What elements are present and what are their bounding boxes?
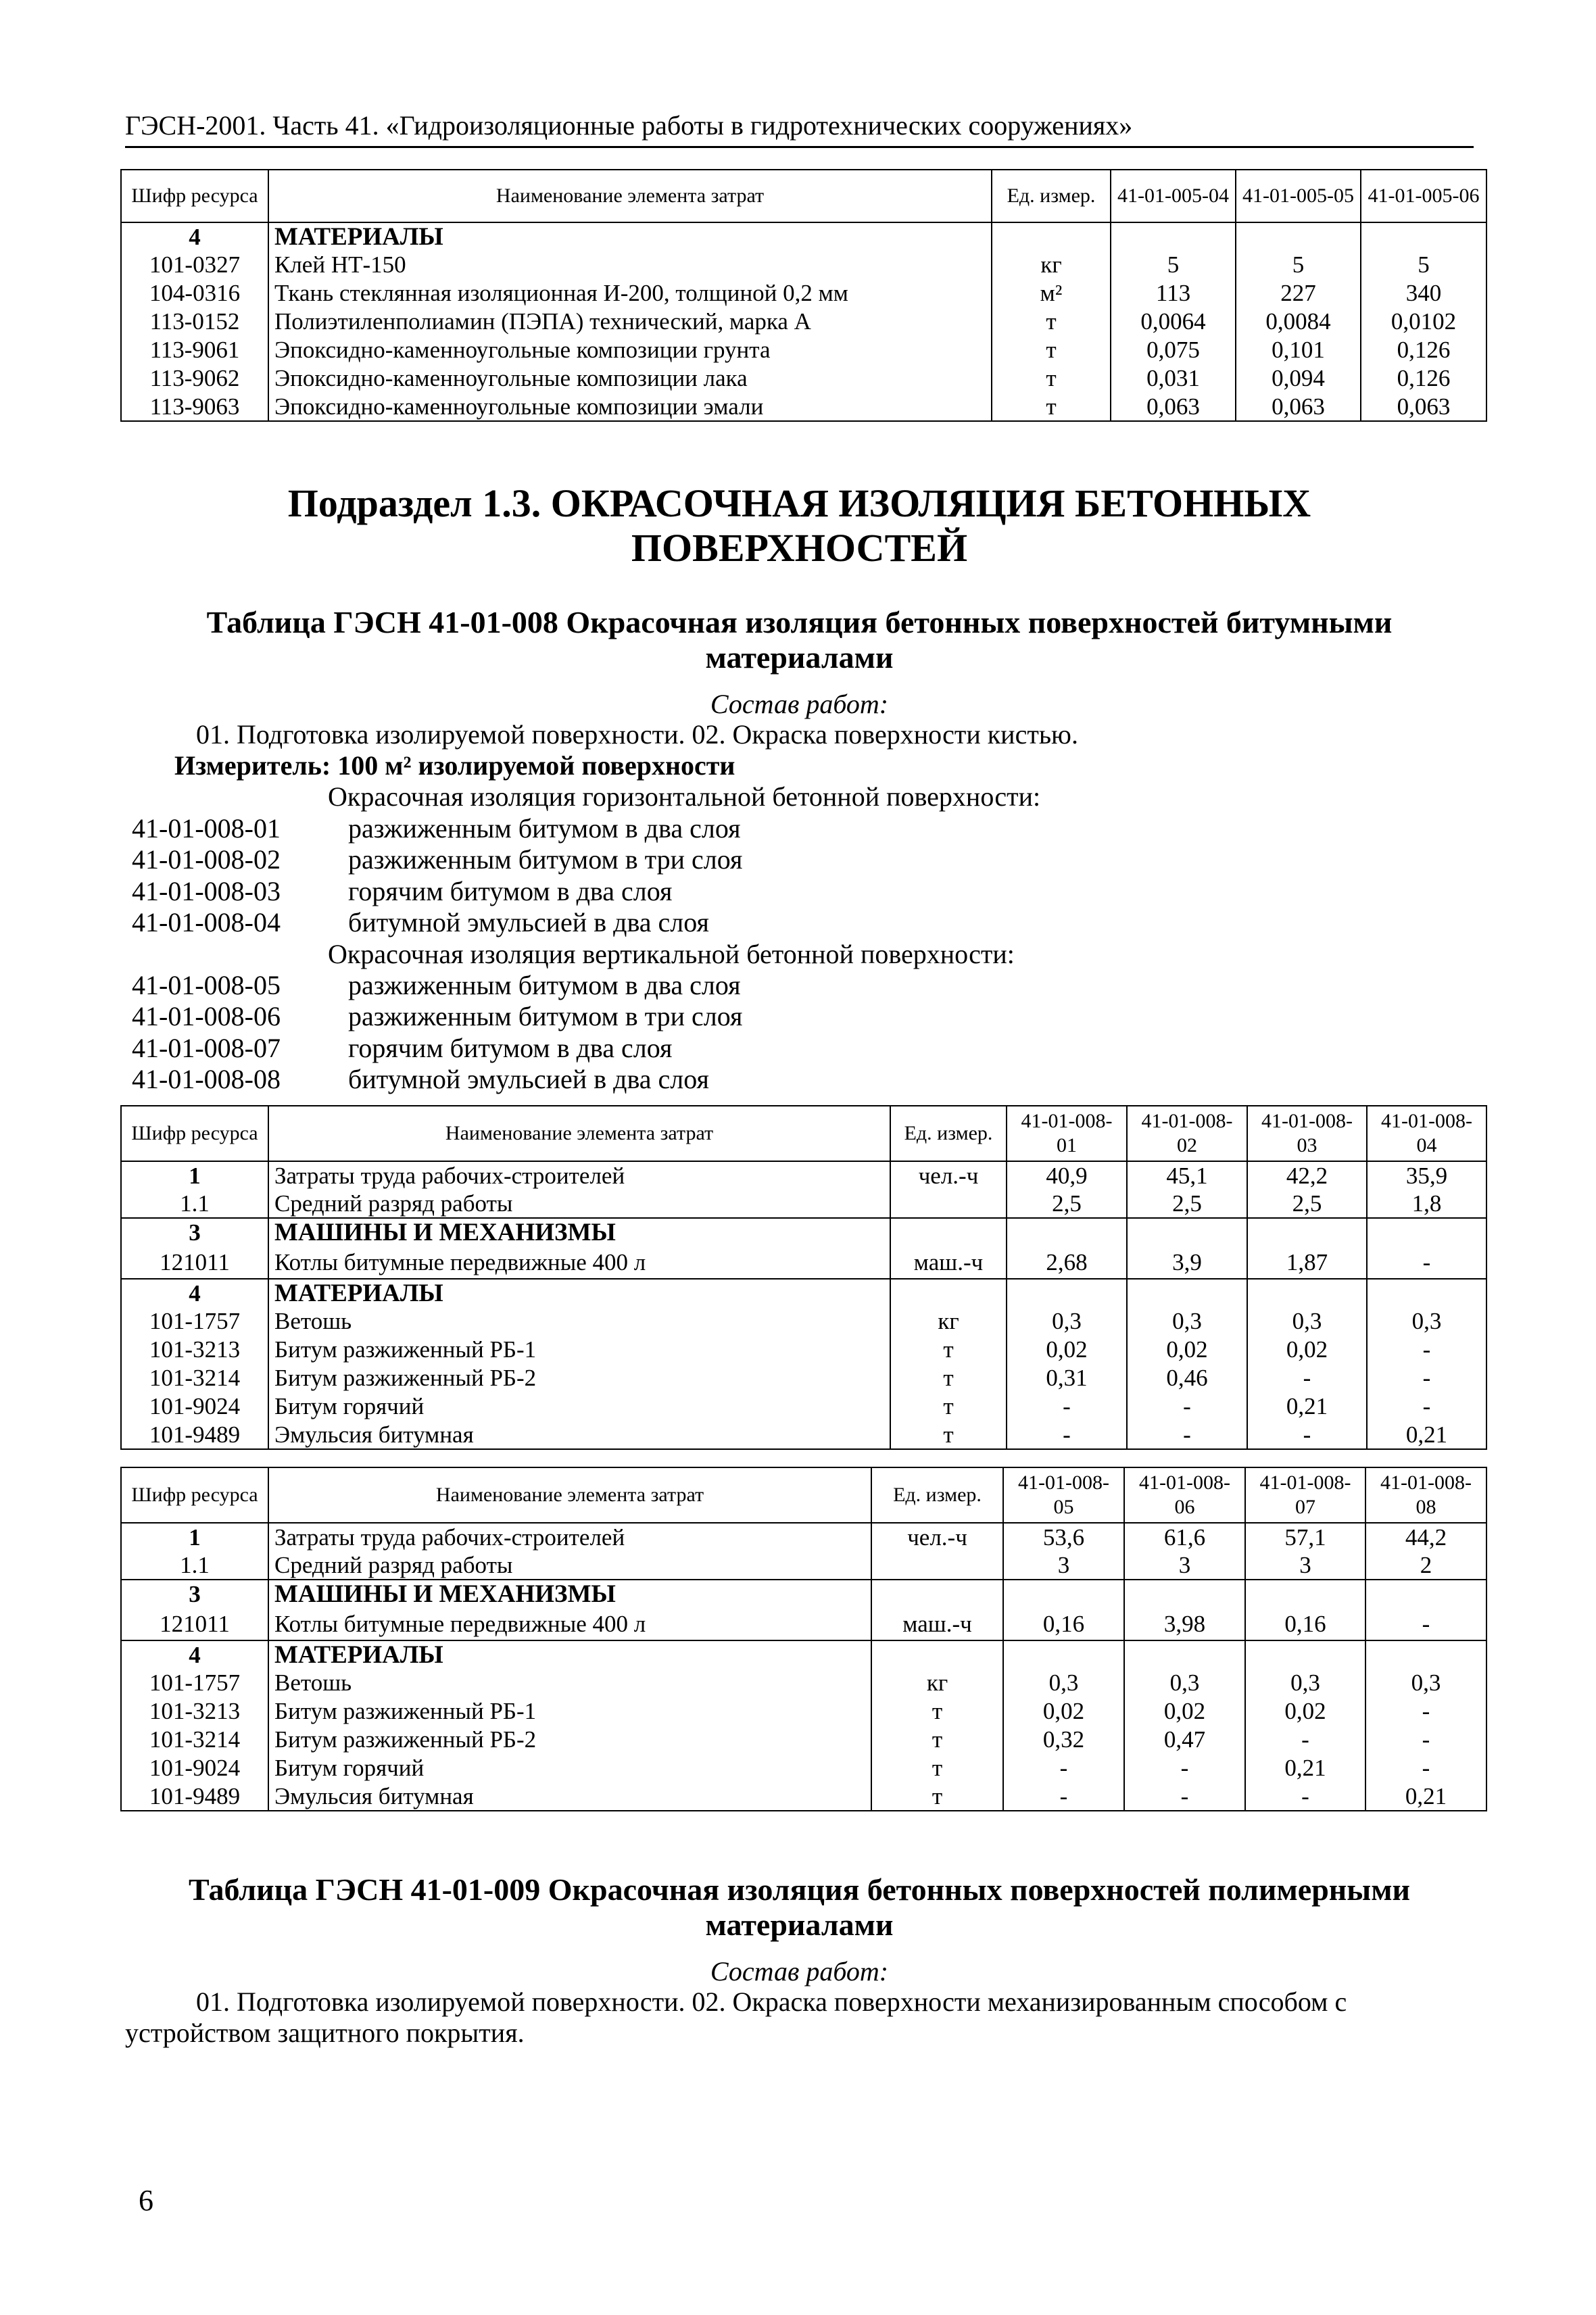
- header-code-col-4: 41-01-008-04: [1367, 1106, 1486, 1161]
- table-row: 113-0152 Полиэтиленполиамин (ПЭПА) технический, марка А т 0,0064 0,0084 0,0102: [121, 308, 1486, 336]
- table-row: 101-0327 Клей НТ-150 кг 5 5 5: [121, 251, 1486, 279]
- table-row: 101-3214 Битум разжиженный РБ-2 т 0,31 0,46 - -: [121, 1364, 1486, 1392]
- item-description: битумной эмульсией в два слоя: [348, 907, 709, 937]
- item-code: 41-01-008-05: [132, 970, 281, 1000]
- composition-text: устройством защитного покрытия.: [125, 2018, 525, 2048]
- header-resource-code: Шифр ресурса: [121, 1106, 268, 1161]
- header-unit: Ед. измер.: [871, 1467, 1003, 1523]
- header-code-col-2: 41-01-005-05: [1236, 170, 1361, 222]
- item-code: 41-01-008-07: [132, 1033, 281, 1063]
- table-row: 1 Затраты труда рабочих-строителей чел.-ч 40,9 45,1 42,2 35,9: [121, 1161, 1486, 1190]
- item-code: 41-01-008-04: [132, 907, 281, 937]
- measure-unit: Измеритель: 100 м² изолируемой поверхности: [174, 750, 735, 781]
- header-code-col-2: 41-01-008-02: [1127, 1106, 1247, 1161]
- table-row: 113-9061 Эпоксидно-каменноугольные композиции грунта т 0,075 0,101 0,126: [121, 336, 1486, 364]
- item-code: 41-01-008-06: [132, 1001, 281, 1031]
- table-row: 121011 Котлы битумные передвижные 400 л маш.-ч 2,68 3,9 1,87 -: [121, 1246, 1486, 1279]
- table-row: 1 Затраты труда рабочих-строителей чел.-ч 53,6 61,6 57,1 44,2: [121, 1523, 1486, 1551]
- header-code-col-1: 41-01-005-04: [1111, 170, 1236, 222]
- header-code-col-3: 41-01-005-06: [1361, 170, 1486, 222]
- table-row: 101-9024 Битум горячий т - - 0,21 -: [121, 1392, 1486, 1421]
- table-row: 101-3213 Битум разжиженный РБ-1 т 0,02 0,02 0,02 -: [121, 1697, 1486, 1726]
- header-code-col-3: 41-01-008-03: [1247, 1106, 1367, 1161]
- table-row: 1.1 Средний разряд работы 2,5 2,5 2,5 1,8: [121, 1190, 1486, 1218]
- section-row: 4 МАТЕРИАЛЫ: [121, 1279, 1486, 1307]
- composition-heading: Состав работ:: [710, 1956, 889, 1987]
- section-row: 4 МАТЕРИАЛЫ: [121, 1640, 1486, 1669]
- table-row: 121011 Котлы битумные передвижные 400 л маш.-ч 0,16 3,98 0,16 -: [121, 1608, 1486, 1640]
- table-008-title: Таблица ГЭСН 41-01-008 Окрасочная изоляция бетонных поверхностей битумными материалами: [206, 605, 1393, 675]
- table-row: 101-3213 Битум разжиженный РБ-1 т 0,02 0,02 0,02 -: [121, 1336, 1486, 1364]
- header-code-col-1: 41-01-008-05: [1003, 1467, 1124, 1523]
- page-number: 6: [139, 2184, 153, 2217]
- header-code-col-4: 41-01-008-08: [1365, 1467, 1486, 1523]
- section-row: 3 МАШИНЫ И МЕХАНИЗМЫ: [121, 1218, 1486, 1246]
- table-row: 101-9024 Битум горячий т - - 0,21 -: [121, 1754, 1486, 1782]
- table-row: 1.1 Средний разряд работы 3 3 3 2: [121, 1551, 1486, 1580]
- item-code: 41-01-008-03: [132, 876, 281, 906]
- section-row: [121, 222, 1486, 251]
- section-label: МАТЕРИАЛЫ: [268, 222, 992, 251]
- item-code: 41-01-008-08: [132, 1064, 281, 1094]
- item-description: разжиженным битумом в два слоя: [348, 970, 741, 1000]
- table-009-title: Таблица ГЭСН 41-01-009 Окрасочная изоляция бетонных поверхностей полимерными материалами: [188, 1872, 1411, 1942]
- table-41-01-008-05-08: [120, 1467, 1487, 1811]
- item-description: разжиженным битумом в три слоя: [348, 844, 743, 875]
- composition-heading: Состав работ:: [710, 689, 889, 719]
- group-heading-vertical: Окрасочная изоляция вертикальной бетонной поверхности:: [328, 939, 1015, 969]
- group-heading-horizontal: Окрасочная изоляция горизонтальной бетонной поверхности:: [328, 781, 1041, 812]
- item-description: разжиженным битумом в два слоя: [348, 813, 741, 844]
- item-description: горячим битумом в два слоя: [348, 1033, 673, 1063]
- section-row: 3 МАШИНЫ И МЕХАНИЗМЫ: [121, 1580, 1486, 1608]
- table-row: 101-9489 Эмульсия битумная т - - - 0,21: [121, 1421, 1486, 1449]
- table-41-01-005-materials: [120, 169, 1487, 422]
- table-row: 101-9489 Эмульсия битумная т - - - 0,21: [121, 1782, 1486, 1811]
- table-row: 101-3214 Битум разжиженный РБ-2 т 0,32 0,47 - -: [121, 1726, 1486, 1754]
- table-header-row: [121, 1467, 1486, 1523]
- item-code: 41-01-008-01: [132, 813, 281, 844]
- item-description: горячим битумом в два слоя: [348, 876, 673, 906]
- header-code-col-2: 41-01-008-06: [1124, 1467, 1245, 1523]
- subsection-title: Подраздел 1.3. ОКРАСОЧНАЯ ИЗОЛЯЦИЯ БЕТОННЫХ ПОВЕРХНОСТЕЙ: [287, 481, 1311, 570]
- table-row: 101-1757 Ветошь кг 0,3 0,3 0,3 0,3: [121, 1669, 1486, 1697]
- section-number: 4: [121, 222, 268, 251]
- header-cost-element: Наименование элемента затрат: [268, 170, 992, 222]
- header-unit: Ед. измер.: [890, 1106, 1007, 1161]
- header-code-col-3: 41-01-008-07: [1245, 1467, 1365, 1523]
- running-header: ГЭСН-2001. Часть 41. «Гидроизоляционные работы в гидротехнических сооружениях»: [125, 108, 1474, 148]
- header-unit: Ед. измер.: [992, 170, 1111, 222]
- table-header-row: [121, 170, 1486, 222]
- table-row: 101-1757 Ветошь кг 0,3 0,3 0,3 0,3: [121, 1307, 1486, 1336]
- composition-text: 01. Подготовка изолируемой поверхности. 02. Окраска поверхности кистью.: [196, 719, 1078, 750]
- composition-text: 01. Подготовка изолируемой поверхности. 02. Окраска поверхности механизированным способом с: [196, 1987, 1347, 2017]
- header-code-col-1: 41-01-008-01: [1007, 1106, 1127, 1161]
- table-row: 104-0316 Ткань стеклянная изоляционная И-200, толщиной 0,2 мм м² 113 227 340: [121, 279, 1486, 308]
- header-cost-element: Наименование элемента затрат: [268, 1106, 890, 1161]
- table-row: 113-9063 Эпоксидно-каменноугольные композиции эмали т 0,063 0,063 0,063: [121, 393, 1486, 421]
- table-header-row: [121, 1106, 1486, 1161]
- item-code: 41-01-008-02: [132, 844, 281, 875]
- header-resource-code: Шифр ресурса: [121, 1467, 268, 1523]
- table-row: 113-9062 Эпоксидно-каменноугольные композиции лака т 0,031 0,094 0,126: [121, 364, 1486, 393]
- item-description: битумной эмульсией в два слоя: [348, 1064, 709, 1094]
- table-41-01-008-01-04: [120, 1105, 1487, 1450]
- header-resource-code: Шифр ресурса: [121, 170, 268, 222]
- item-description: разжиженным битумом в три слоя: [348, 1001, 743, 1031]
- header-cost-element: Наименование элемента затрат: [268, 1467, 871, 1523]
